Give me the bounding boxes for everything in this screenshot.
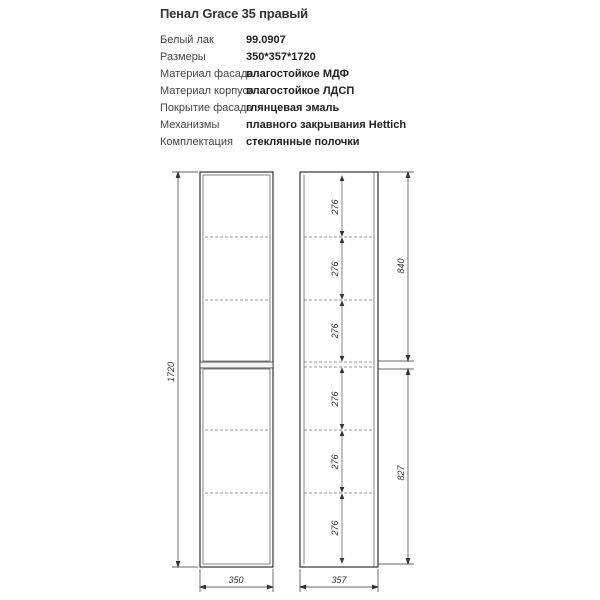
spec-value: глянцевая эмаль [246,102,340,114]
front-lower-door [203,369,270,564]
front-upper-door [203,175,270,361]
shelf-dim-label: 276 [330,391,340,407]
lower-section-dim-label: 827 [396,465,406,481]
upper-section-dim-label: 840 [396,258,406,274]
spec-label: Материал фасада [160,68,254,80]
side-depth-dim-label: 357 [331,575,347,585]
product-title: Пенал Grace 35 правый [160,6,308,21]
height-dim-label: 1720 [166,361,176,383]
spec-label: Покрытие фасада [160,102,253,114]
shelf-dim-label: 276 [330,199,340,215]
spec-value: влагостойкое МДФ [246,68,350,80]
shelf-dim-label: 276 [330,454,340,470]
spec-label: Комплектация [160,136,233,148]
spec-value: 99.0907 [246,34,286,46]
side-outline [300,172,378,567]
spec-value: стеклянные полочки [246,136,360,148]
front-outline [200,172,273,567]
spec-label: Белый лак [160,34,214,46]
spec-label: Механизмы [160,119,220,131]
shelf-dim-label: 276 [330,261,340,277]
shelf-dim-label: 276 [330,520,340,536]
spec-value: плавного закрывания Hettich [246,119,407,131]
spec-value: 350*357*1720 [246,51,316,63]
spec-value: влагостойкое ЛДСП [246,85,355,97]
shelf-spacing-dimensions [340,176,344,563]
spec-label: Размеры [160,51,206,63]
front-view [200,172,273,567]
side-view [300,172,378,567]
spec-label: Материал корпуса [160,85,255,97]
front-handle-gap [200,362,273,368]
front-width-dim-label: 350 [228,575,244,585]
shelf-dim-label: 276 [330,323,340,339]
